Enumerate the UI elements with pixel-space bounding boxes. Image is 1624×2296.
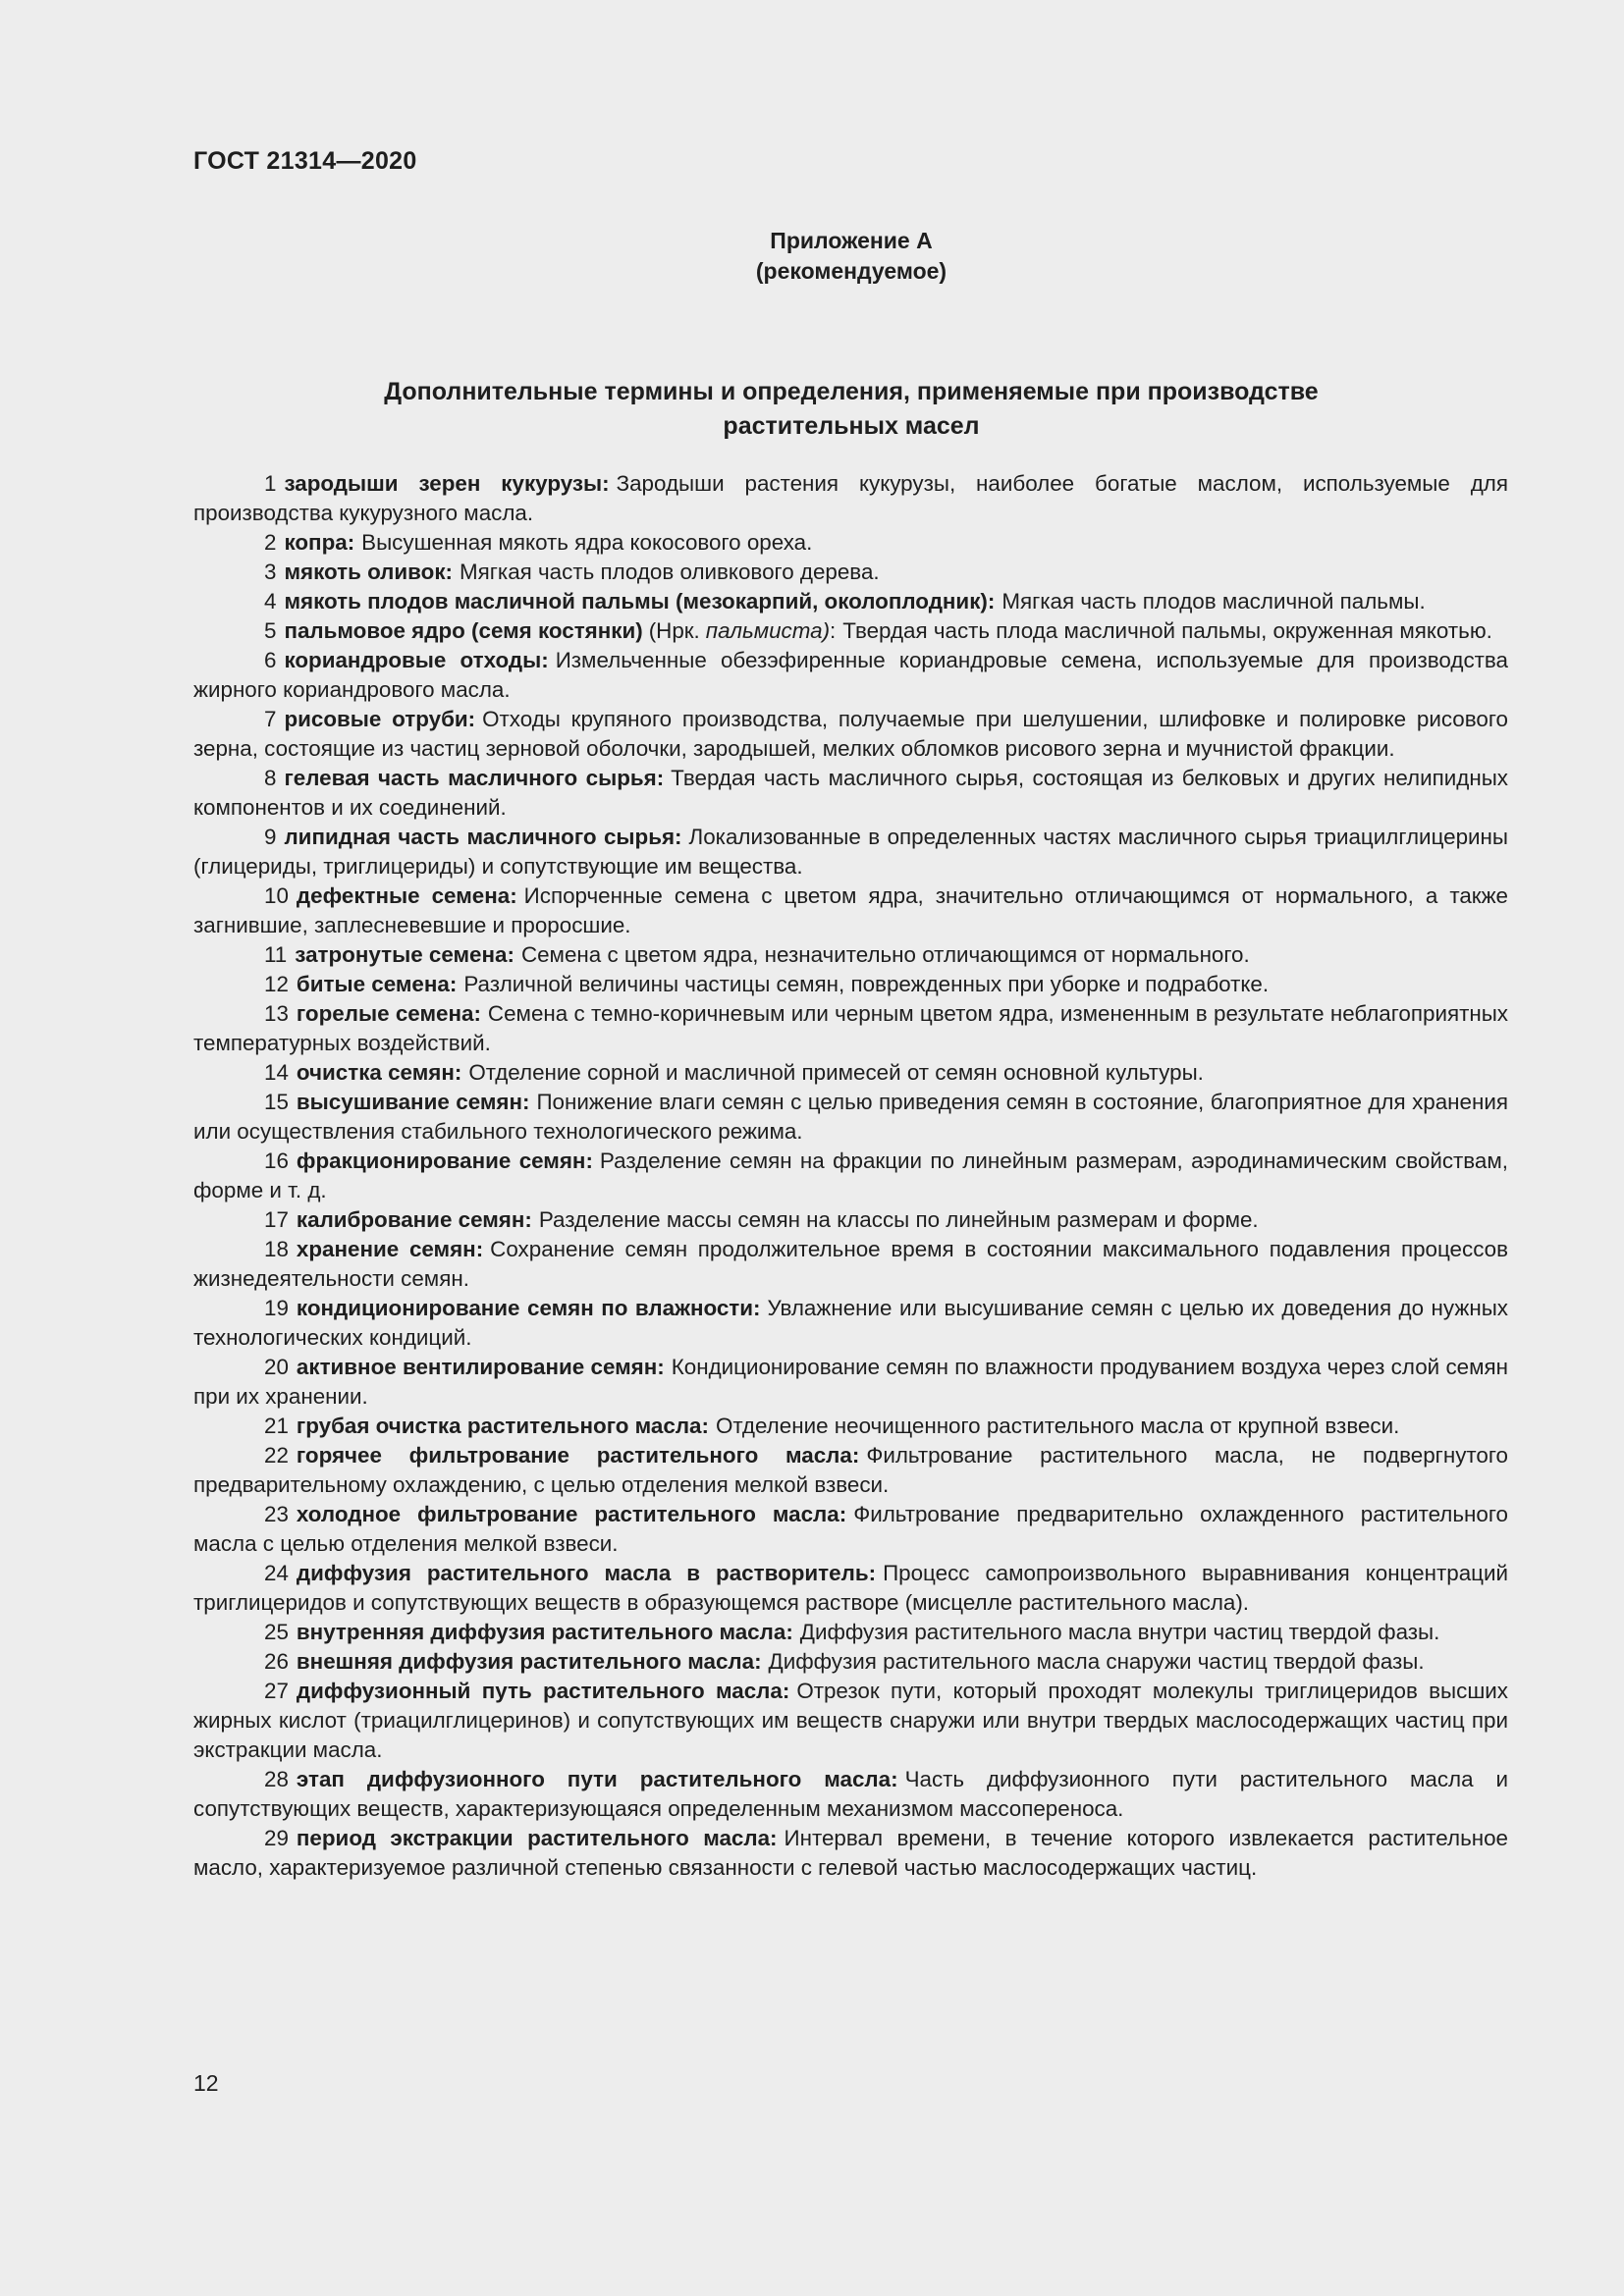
term-entry — [193, 1205, 1508, 1235]
term-name: мякоть оливок: — [284, 560, 453, 584]
term-name: гелевая часть масличного сырья: — [284, 766, 665, 790]
term-number: 6 — [264, 648, 277, 672]
term-definition: Понижение влаги семян с целью приведения семян в состояние, благоприятное для хранения или осуществления стабильного технологического режима. — [193, 1090, 1508, 1144]
term-name: зародыши зерен кукурузы: — [284, 471, 610, 496]
term-number: 16 — [264, 1148, 289, 1173]
document-code: ГОСТ 21314—2020 — [193, 147, 417, 175]
term-definition: Разделение массы семян на классы по линейным размерам и форме. — [538, 1207, 1259, 1232]
term-number: 19 — [264, 1296, 289, 1320]
term-number: 14 — [264, 1060, 289, 1085]
term-number: 2 — [264, 530, 277, 555]
term-entry — [193, 1412, 1508, 1441]
term-name: внутренняя диффузия растительного масла: — [296, 1620, 793, 1644]
term-entry — [193, 823, 1508, 881]
term-definition: Процесс самопроизвольного выравнивания концентраций триглицеридов и сопутствующих веществ в образующемся растворе (мисцелле растительного масла). — [193, 1561, 1509, 1615]
term-entry — [193, 1824, 1508, 1883]
term-entry — [193, 764, 1508, 823]
term-name: кондиционирование семян по влажности: — [296, 1296, 761, 1320]
section-title-line-1: Дополнительные термины и определения, применяемые при производстве — [384, 378, 1319, 405]
term-definition: Разделение семян на фракции по линейным размерам, аэродинамическим свойствам, форме и т. д. — [193, 1148, 1508, 1202]
term-entry — [193, 1559, 1508, 1618]
term-entry — [193, 469, 1508, 528]
term-definition: Семена с цветом ядра, незначительно отличающимся от нормального. — [520, 942, 1250, 967]
term-entry — [193, 1618, 1508, 1647]
term-definition: Диффузия растительного масла внутри частиц твердой фазы. — [799, 1620, 1440, 1644]
term-entry — [193, 1765, 1508, 1824]
term-number: 23 — [264, 1502, 289, 1526]
term-entry — [193, 616, 1508, 646]
term-number: 24 — [264, 1561, 289, 1585]
term-name: горячее фильтрование растительного масла: — [296, 1443, 860, 1468]
term-definition: Высушенная мякоть ядра кокосового ореха. — [361, 530, 813, 555]
annex-title: Приложение А — [770, 228, 933, 253]
term-definition: Мягкая часть плодов оливкового дерева. — [459, 560, 880, 584]
term-number: 25 — [264, 1620, 289, 1644]
term-entry — [193, 1088, 1508, 1147]
term-definition: Диффузия растительного масла снаружи частиц твердой фазы. — [768, 1649, 1425, 1674]
term-entry — [193, 1500, 1508, 1559]
term-name: период экстракции растительного масла: — [296, 1826, 778, 1850]
term-entry — [193, 1058, 1508, 1088]
term-name: пальмовое ядро (семя костянки) — [284, 618, 643, 643]
term-name: диффузия растительного масла в растворитель: — [296, 1561, 877, 1585]
term-definition: Твердая часть плода масличной пальмы, окруженная мякотью. — [842, 618, 1492, 643]
term-note-suffix: : — [830, 618, 837, 643]
term-definition: Твердая часть масличного сырья, состоящая из белковых и других нелипидных компонентов и их соединений. — [193, 766, 1508, 820]
term-definition: Отходы крупяного производства, получаемые при шелушении, шлифовке и полировке рисового зерна, состоящие из частиц зерновой оболочки, зародышей, мелких обломков рисового зерна и мучнистой фракции. — [193, 707, 1508, 761]
term-definition: Фильтрование растительного масла, не подвергнутого предварительному охлаждению, с целью отделения мелкой взвеси. — [193, 1443, 1508, 1497]
term-name: копра: — [284, 530, 355, 555]
page-number: 12 — [193, 2070, 219, 2096]
term-definition: Мягкая часть плодов масличной пальмы. — [1001, 589, 1426, 614]
term-name: рисовые отруби: — [284, 707, 476, 731]
term-definition: Зародыши растения кукурузы, наиболее богатые маслом, используемые для производства кукурузного масла. — [193, 471, 1508, 525]
term-entry — [193, 970, 1508, 999]
term-note-italic: пальмиста) — [705, 618, 831, 643]
term-name: холодное фильтрование растительного масла: — [296, 1502, 847, 1526]
term-number: 3 — [264, 560, 277, 584]
term-name: горелые семена: — [296, 1001, 481, 1026]
term-number: 15 — [264, 1090, 289, 1114]
term-definition: Испорченные семена с цветом ядра, значительно отличающимся от нормального, а также загнившие, заплесневевшие и проросшие. — [193, 883, 1508, 937]
term-number: 22 — [264, 1443, 289, 1468]
term-number: 1 — [264, 471, 277, 496]
term-name: грубая очистка растительного масла: — [296, 1414, 709, 1438]
term-name: дефектные семена: — [296, 883, 517, 908]
term-name: внешняя диффузия растительного масла: — [296, 1649, 762, 1674]
term-number: 26 — [264, 1649, 289, 1674]
term-number: 11 — [264, 942, 288, 967]
term-entry — [193, 1441, 1508, 1500]
term-name: кориандровые отходы: — [284, 648, 549, 672]
term-name: фракционирование семян: — [296, 1148, 593, 1173]
term-name: высушивание семян: — [296, 1090, 530, 1114]
term-definition: Отрезок пути, который проходят молекулы триглицеридов высших жирных кислот (триацилглицеринов) и сопутствующих им веществ снаружи или внутри твердых маслосодержащих частиц при экстракции масла. — [193, 1679, 1509, 1762]
term-definition: Кондиционирование семян по влажности продуванием воздуха через слой семян при их хранении. — [193, 1355, 1508, 1409]
term-name: затронутые семена: — [295, 942, 514, 967]
term-note-prefix: (Нрк. — [648, 618, 700, 643]
term-name: калибрование семян: — [296, 1207, 532, 1232]
term-name: диффузионный путь растительного масла: — [296, 1679, 790, 1703]
annex-status: (рекомендуемое) — [755, 258, 947, 284]
section-title-line-2: растительных масел — [723, 412, 980, 440]
term-definition: Отделение сорной и масличной примесей от семян основной культуры. — [468, 1060, 1204, 1085]
term-number: 18 — [264, 1237, 289, 1261]
term-name: липидная часть масличного сырья: — [284, 825, 682, 849]
term-name: хранение семян: — [296, 1237, 484, 1261]
term-number: 28 — [264, 1767, 289, 1791]
term-name: этап диффузионного пути растительного масла: — [296, 1767, 898, 1791]
term-name: мякоть плодов масличной пальмы (мезокарпий, околоплодник): — [284, 589, 996, 614]
term-definition: Увлажнение или высушивание семян с целью их доведения до нужных технологических кондиций. — [193, 1296, 1508, 1350]
term-entry — [193, 881, 1508, 940]
term-definition: Часть диффузионного пути растительного масла и сопутствующих веществ, характеризующаяся определенным механизмом массопереноса. — [193, 1767, 1508, 1821]
annex-heading — [193, 226, 1509, 287]
term-name: активное вентилирование семян: — [296, 1355, 665, 1379]
term-entry — [193, 1147, 1508, 1205]
term-entry — [193, 1235, 1508, 1294]
section-title — [193, 375, 1509, 444]
term-number: 13 — [264, 1001, 289, 1026]
term-number: 8 — [264, 766, 277, 790]
term-entry — [193, 558, 1508, 587]
term-number: 27 — [264, 1679, 289, 1703]
term-definition: Локализованные в определенных частях масличного сырья триацилглицерины (глицериды, триглицериды) и сопутствующие им вещества. — [193, 825, 1509, 879]
term-number: 10 — [264, 883, 289, 908]
term-number: 5 — [264, 618, 277, 643]
term-entry — [193, 940, 1508, 970]
term-entry — [193, 705, 1508, 764]
term-number: 4 — [264, 589, 277, 614]
term-entry — [193, 528, 1508, 558]
term-definition: Интервал времени, в течение которого извлекается растительное масло, характеризуемое различной степенью связанности с гелевой частью маслосодержащих частиц. — [193, 1826, 1508, 1880]
term-entry — [193, 1647, 1508, 1677]
term-definition: Семена с темно-коричневым или черным цветом ядра, измененным в результате неблагоприятных температурных воздействий. — [193, 1001, 1508, 1055]
term-entry — [193, 646, 1508, 705]
term-definition: Измельченные обезэфиренные кориандровые семена, используемые для производства жирного кориандрового масла. — [193, 648, 1508, 702]
terms-list — [193, 469, 1508, 1883]
term-entry — [193, 587, 1508, 616]
term-definition: Отделение неочищенного растительного масла от крупной взвеси. — [715, 1414, 1400, 1438]
term-name: битые семена: — [296, 972, 458, 996]
term-number: 17 — [264, 1207, 289, 1232]
term-definition: Фильтрование предварительно охлажденного растительного масла с целью отделения мелкой взвеси. — [193, 1502, 1508, 1556]
term-name: очистка семян: — [296, 1060, 462, 1085]
term-number: 7 — [264, 707, 277, 731]
term-entry — [193, 1353, 1508, 1412]
term-number: 12 — [264, 972, 289, 996]
term-entry — [193, 999, 1508, 1058]
term-definition: Сохранение семян продолжительное время в состоянии максимального подавления процессов жизнедеятельности семян. — [193, 1237, 1508, 1291]
term-entry — [193, 1294, 1508, 1353]
term-number: 21 — [264, 1414, 289, 1438]
term-number: 9 — [264, 825, 277, 849]
term-entry — [193, 1677, 1508, 1765]
term-number: 29 — [264, 1826, 289, 1850]
term-definition: Различной величины частицы семян, поврежденных при уборке и подработке. — [463, 972, 1270, 996]
term-number: 20 — [264, 1355, 289, 1379]
